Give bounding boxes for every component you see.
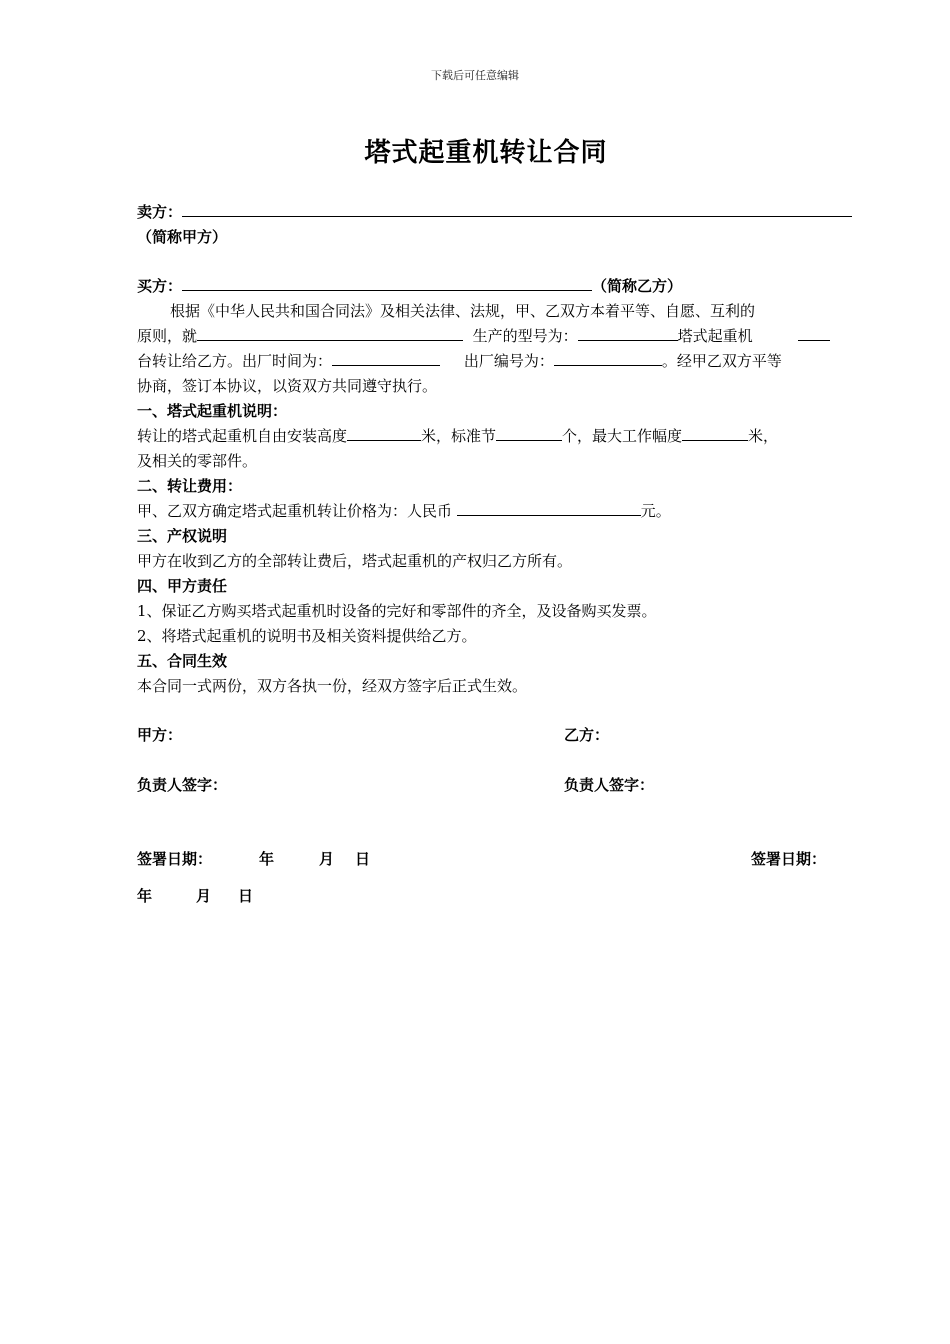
- intro-text: 原则，就: [137, 327, 198, 345]
- party-b-date-month: 月: [196, 887, 212, 905]
- intro-line-2: [137, 326, 753, 346]
- seller-line: [137, 202, 852, 222]
- intro-line-4: 协商，签订本协议，以资双方共同遵守执行。: [137, 377, 438, 395]
- section-text: 元。: [640, 502, 671, 520]
- model-blank[interactable]: [578, 326, 678, 341]
- party-b-label: 乙方：: [564, 726, 610, 744]
- section-5-line-1: 本合同一式两份，双方各执一份，经双方签字后正式生效。: [137, 677, 528, 695]
- intro-line-3: [137, 351, 782, 371]
- party-b-date-year: 年: [137, 887, 153, 905]
- party-a-signature-label: 负责人签字：: [137, 776, 228, 794]
- buyer-alias: （简称乙方）: [592, 277, 683, 295]
- section-3-line-1: 甲方在收到乙方的全部转让费后，塔式起重机的产权归乙方所有。: [137, 552, 573, 570]
- serial-number-blank[interactable]: [554, 351, 662, 366]
- manufacture-date-blank[interactable]: [332, 351, 440, 366]
- section-text: 甲、乙双方确定塔式起重机转让价格为：人民币: [137, 502, 453, 520]
- quantity-blank[interactable]: [798, 326, 830, 341]
- section-2-line-1: [137, 501, 671, 521]
- intro-text: 台转让给乙方。出厂时间为：: [137, 352, 333, 370]
- buyer-line: [137, 276, 682, 296]
- section-3-heading: 三、产权说明: [137, 527, 228, 545]
- seller-label: 卖方：: [137, 203, 183, 221]
- manufacturer-blank[interactable]: [197, 326, 463, 341]
- section-text: 米，标准节: [421, 427, 497, 445]
- install-height-blank[interactable]: [347, 426, 421, 441]
- seller-name-blank[interactable]: [182, 202, 852, 217]
- party-a-date-day: 日: [355, 850, 371, 868]
- intro-text: 出厂编号为：: [463, 352, 554, 370]
- intro-line-1: 根据《中华人民共和国合同法》及相关法律、法规，甲、乙双方本着平等、自愿、互利的: [170, 302, 756, 320]
- section-4-line-2: 2、将塔式起重机的说明书及相关资料提供给乙方。: [137, 627, 477, 645]
- section-text: 米，: [748, 427, 779, 445]
- section-1-heading: 一、塔式起重机说明：: [137, 402, 288, 420]
- header-note: 下载后可任意编辑: [431, 69, 519, 82]
- max-radius-blank[interactable]: [682, 426, 748, 441]
- party-a-date-year: 年: [259, 850, 275, 868]
- section-4-heading: 四、甲方责任: [137, 577, 228, 595]
- seller-alias: （简称甲方）: [137, 228, 228, 246]
- section-text: 转让的塔式起重机自由安装高度: [137, 427, 348, 445]
- intro-text: 。经甲乙双方平等: [661, 352, 782, 370]
- section-text: 个，最大工作幅度: [562, 427, 683, 445]
- party-b-date-day: 日: [238, 887, 254, 905]
- price-blank[interactable]: [457, 501, 641, 516]
- buyer-label: 买方：: [137, 277, 183, 295]
- section-1-line-2: 及相关的零部件。: [137, 452, 258, 470]
- party-a-date-label: 签署日期：: [137, 850, 213, 868]
- section-5-heading: 五、合同生效: [137, 652, 228, 670]
- section-4-line-1: 1、保证乙方购买塔式起重机时设备的完好和零部件的齐全，及设备购买发票。: [137, 602, 657, 620]
- party-b-date-label: 签署日期：: [751, 850, 827, 868]
- section-1-line-1: [137, 426, 778, 446]
- intro-text: 生产的型号为：: [472, 327, 578, 345]
- intro-text: 塔式起重机: [677, 327, 753, 345]
- party-b-signature-label: 负责人签字：: [564, 776, 655, 794]
- standard-section-blank[interactable]: [496, 426, 562, 441]
- party-a-label: 甲方：: [137, 726, 183, 744]
- section-2-heading: 二、转让费用：: [137, 477, 243, 495]
- party-a-date-month: 月: [319, 850, 335, 868]
- buyer-name-blank[interactable]: [182, 276, 592, 291]
- document-title: 塔式起重机转让合同: [364, 138, 608, 168]
